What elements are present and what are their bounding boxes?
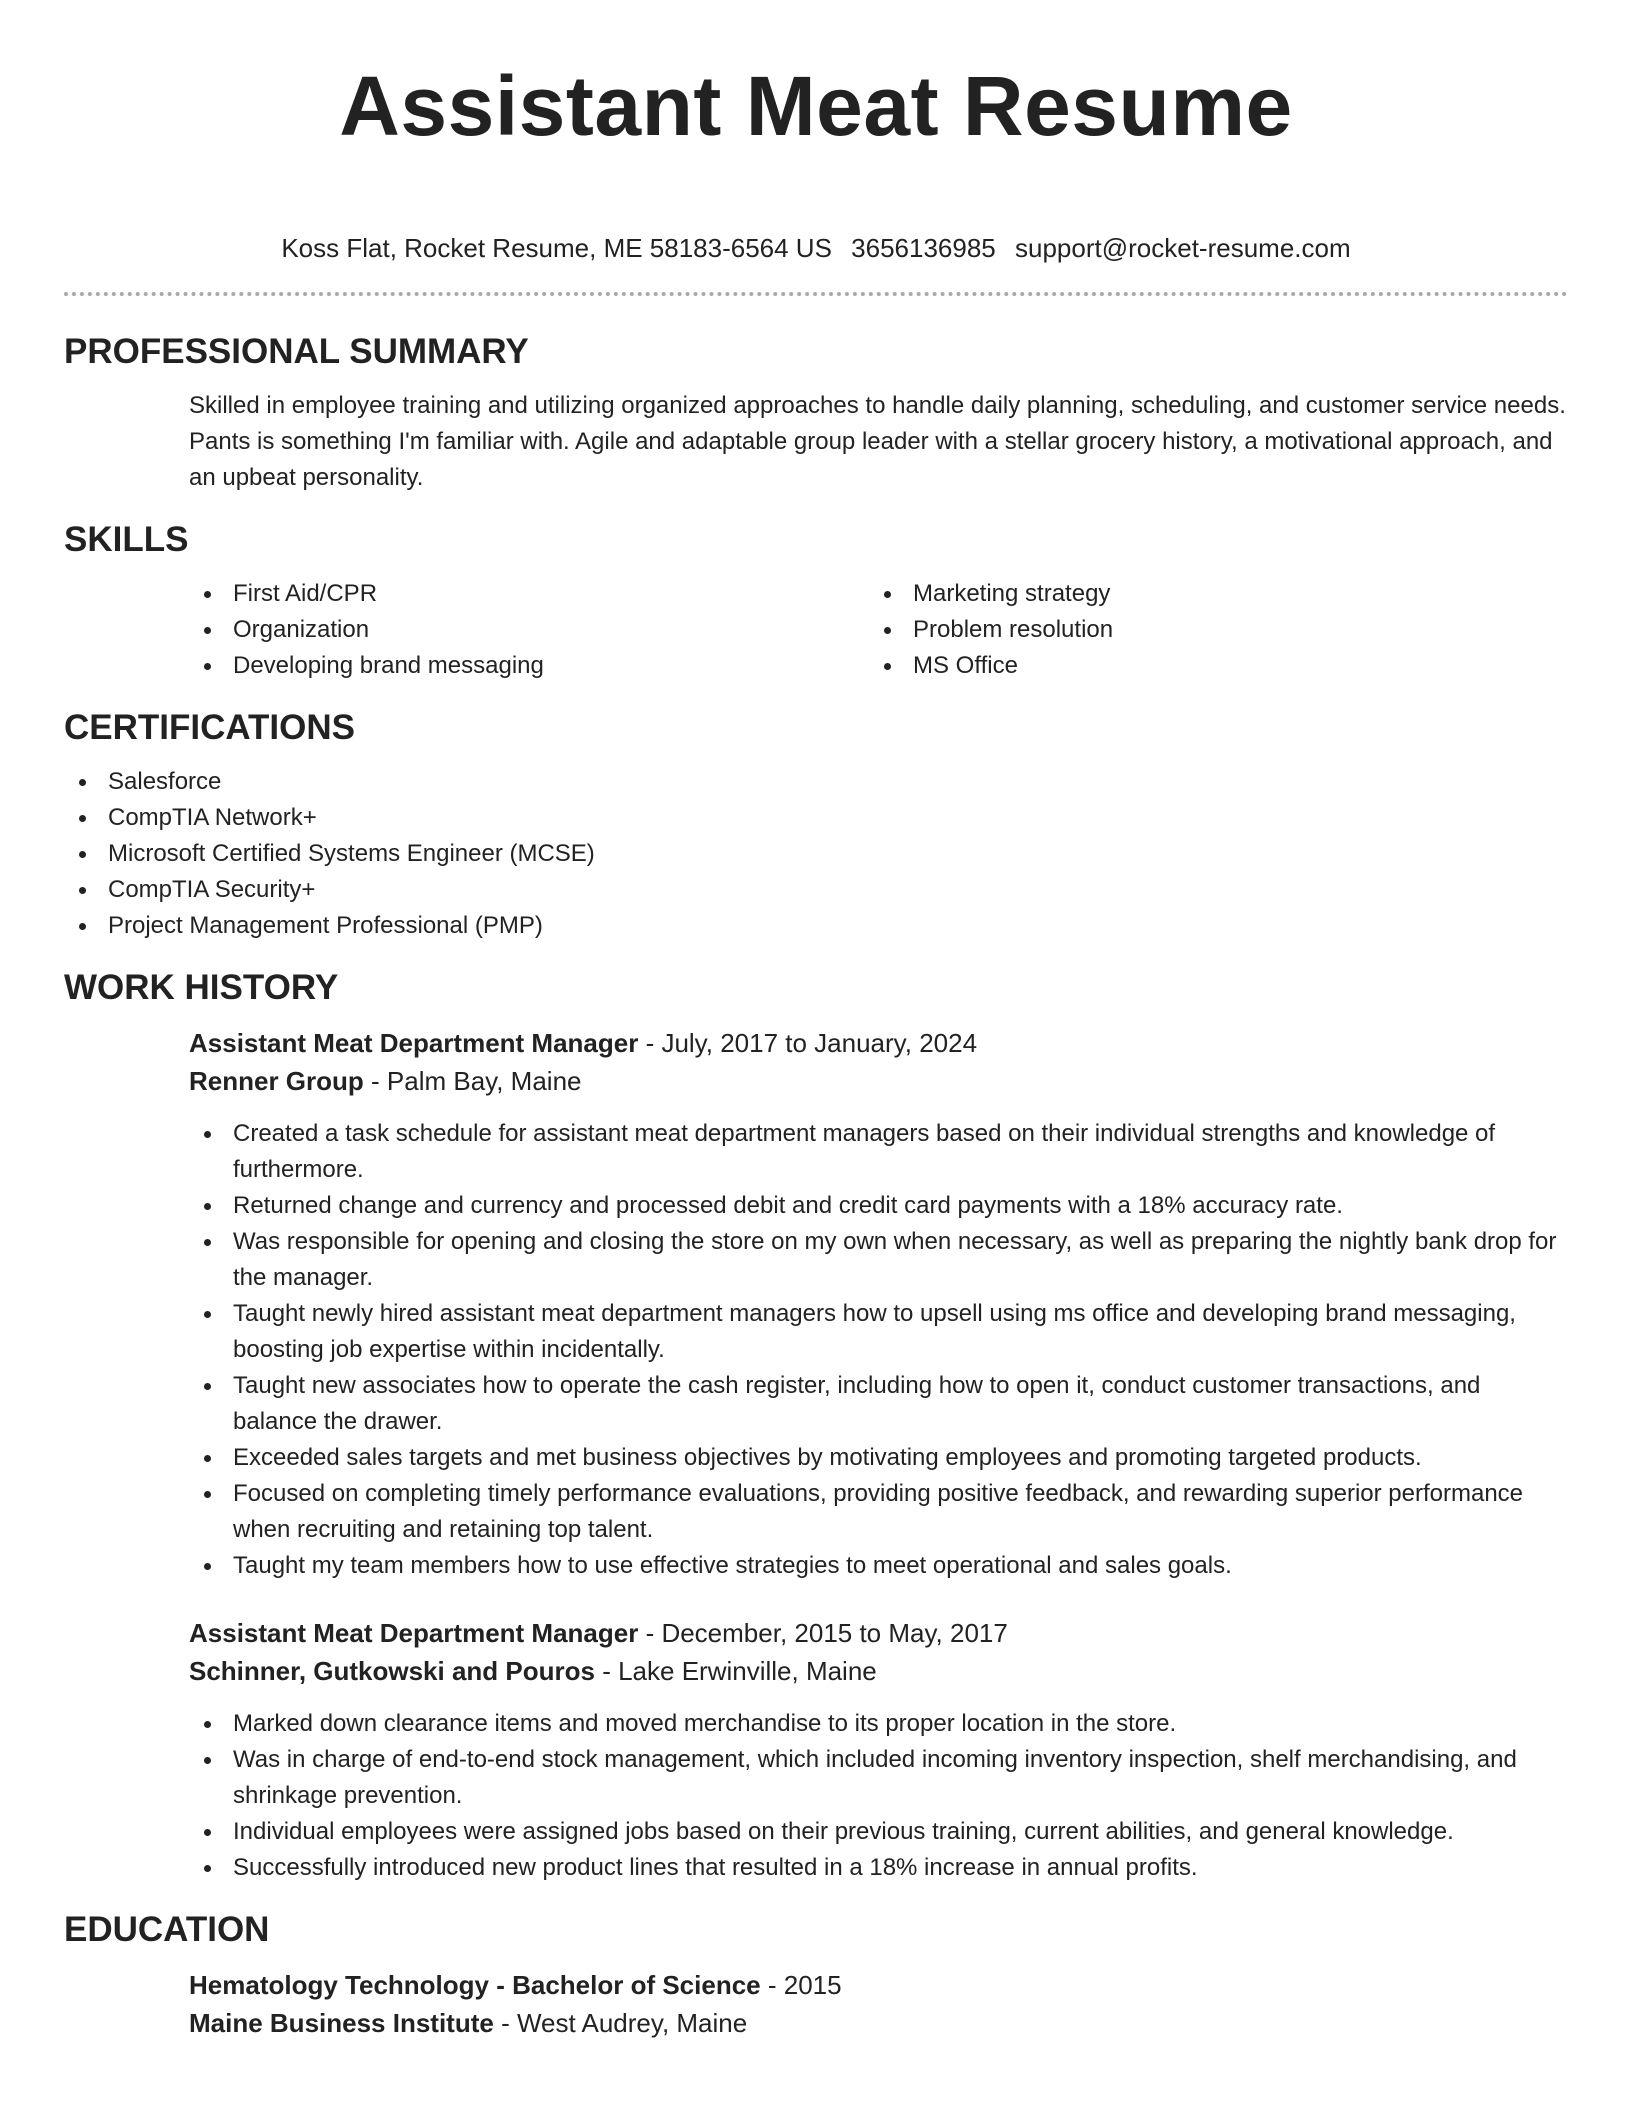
job-duty: Focused on completing timely performance evaluations, providing positive feedback, and rewarding superior performance when recruiting and retaining top talent.: [189, 1476, 1568, 1548]
skills-grid: [189, 576, 1568, 684]
resume-name: Assistant Meat Resume: [339, 59, 1293, 153]
education-heading: EDUCATION: [64, 1910, 270, 1949]
skill-item: First Aid/CPR: [189, 576, 869, 612]
job-company: Renner Group: [189, 1066, 364, 1096]
skills-heading: SKILLS: [64, 520, 189, 559]
skill-item: Problem resolution: [869, 612, 1549, 648]
education-section: [64, 1908, 1568, 2042]
job-location: - Palm Bay, Maine: [363, 1066, 582, 1096]
employer-line: [189, 1652, 1568, 1690]
certification-item: CompTIA Security+: [64, 872, 1568, 908]
job-duty: Was responsible for opening and closing the store on my own when necessary, as well as preparing the nightly bank drop for the manager.: [189, 1224, 1568, 1296]
work-history-heading: WORK HISTORY: [64, 968, 339, 1007]
contact-email: support@rocket-resume.com: [1015, 233, 1351, 263]
job-title-line: [189, 1614, 1568, 1652]
skill-item: Developing brand messaging: [189, 648, 869, 684]
certification-item: Project Management Professional (PMP): [64, 908, 1568, 944]
certifications-section: [64, 706, 1568, 944]
job-duties-list: [189, 1706, 1568, 1886]
certification-item: CompTIA Network+: [64, 800, 1568, 836]
certification-item: Microsoft Certified Systems Engineer (MCSE): [64, 836, 1568, 872]
job-position: Assistant Meat Department Manager: [189, 1618, 639, 1648]
job-duty: Taught newly hired assistant meat department managers how to upsell using ms office and developing brand messaging, boosting job expertise within incidentally.: [189, 1296, 1568, 1368]
job-location: - Lake Erwinville, Maine: [594, 1656, 877, 1686]
skills-list-left: [189, 576, 869, 684]
job-dates: - December, 2015 to May, 2017: [638, 1618, 1008, 1648]
header-divider: [64, 292, 1568, 296]
summary-text: Skilled in employee training and utilizing organized approaches to handle daily planning, scheduling, and customer service needs. Pants is something I'm familiar with. Agile and adaptable group leader with a stellar grocery history, a motivational approach, and an upbeat personality.: [189, 392, 1566, 491]
job-duty: Marked down clearance items and moved merchandise to its proper location in the store.: [189, 1706, 1568, 1742]
job-duty: Individual employees were assigned jobs based on their previous training, current abilities, and general knowledge.: [189, 1814, 1568, 1850]
job-duty: Returned change and currency and processed debit and credit card payments with a 18% accuracy rate.: [189, 1188, 1568, 1224]
skill-item: MS Office: [869, 648, 1549, 684]
contact-address: Koss Flat, Rocket Resume, ME 58183-6564 US: [281, 233, 832, 263]
job-entry: [189, 1024, 1568, 1584]
skill-item: Marketing strategy: [869, 576, 1549, 612]
education-location: - West Audrey, Maine: [493, 2008, 748, 2038]
education-entry: [189, 1966, 1568, 2042]
work-history-section: [64, 966, 1568, 1886]
certification-item: Salesforce: [64, 764, 1568, 800]
education-degree: Hematology Technology - Bachelor of Science: [189, 1970, 761, 2000]
job-duties-list: [189, 1116, 1568, 1584]
summary-section: [64, 330, 1568, 496]
contact-phone: 3656136985: [851, 233, 996, 263]
certifications-heading: CERTIFICATIONS: [64, 708, 356, 747]
job-position: Assistant Meat Department Manager: [189, 1028, 639, 1058]
education-year: - 2015: [760, 1970, 842, 2000]
employer-line: [189, 1062, 1568, 1100]
job-duty: Successfully introduced new product lines that resulted in a 18% increase in annual profits.: [189, 1850, 1568, 1886]
job-duty: Was in charge of end-to-end stock management, which included incoming inventory inspection, shelf merchandising, and shrinkage prevention.: [189, 1742, 1568, 1814]
job-dates: - July, 2017 to January, 2024: [638, 1028, 978, 1058]
job-title-line: [189, 1024, 1568, 1062]
skills-list-right: [869, 576, 1549, 684]
job-duty: Taught new associates how to operate the cash register, including how to open it, conduct customer transactions, and balance the drawer.: [189, 1368, 1568, 1440]
skill-item: Organization: [189, 612, 869, 648]
certifications-list: [64, 764, 1568, 944]
job-entry: [189, 1614, 1568, 1886]
contact-line: [64, 232, 1568, 264]
education-school: Maine Business Institute: [189, 2008, 494, 2038]
school-line: [189, 2004, 1568, 2042]
skills-section: [64, 518, 1568, 684]
degree-line: [189, 1966, 1568, 2004]
summary-heading: PROFESSIONAL SUMMARY: [64, 332, 529, 371]
job-duty: Created a task schedule for assistant meat department managers based on their individual strengths and knowledge of furthermore.: [189, 1116, 1568, 1188]
job-duty: Taught my team members how to use effective strategies to meet operational and sales goals.: [189, 1548, 1568, 1584]
job-duty: Exceeded sales targets and met business objectives by motivating employees and promoting targeted products.: [189, 1440, 1568, 1476]
job-company: Schinner, Gutkowski and Pouros: [189, 1656, 595, 1686]
